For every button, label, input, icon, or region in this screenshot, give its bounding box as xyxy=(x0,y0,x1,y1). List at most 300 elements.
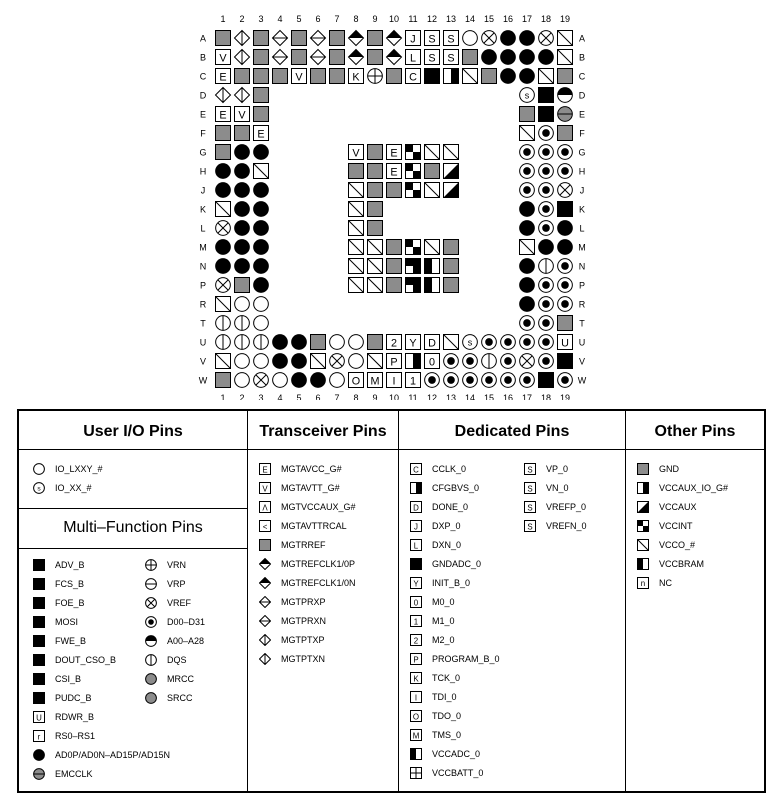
row-label-right: D xyxy=(578,90,586,101)
svg-text:C: C xyxy=(409,71,417,84)
pin-W19 xyxy=(558,373,573,388)
pin-V19 xyxy=(558,354,573,369)
pin-B7 xyxy=(330,50,345,65)
row-label-left: L xyxy=(200,223,206,234)
legend-item-label: MGTPTXN xyxy=(281,654,325,664)
svg-text:Λ: Λ xyxy=(262,503,268,513)
pin-B19 xyxy=(558,50,573,65)
legend-item xyxy=(259,575,356,591)
svg-text:S: S xyxy=(527,465,533,475)
pin-C14 xyxy=(463,69,478,84)
row-label-left: U xyxy=(199,337,207,348)
pin-L3 xyxy=(254,221,269,236)
black-square xyxy=(34,617,45,628)
pin-C12 xyxy=(425,69,440,84)
legend-item-label: MGTREFCLK1/0P xyxy=(281,559,356,569)
pin-F19 xyxy=(558,126,573,141)
pin-P18 xyxy=(539,278,554,293)
letter-box xyxy=(411,730,422,741)
pin-V6 xyxy=(311,354,326,369)
column-label-top: 15 xyxy=(483,14,495,24)
emcclk-circle xyxy=(34,769,45,780)
dedicated-header: Dedicated Pins xyxy=(454,423,570,440)
legend-item-label: VCCBATT_0 xyxy=(432,768,484,778)
legend-item-label: MGTAVTTRCAL xyxy=(281,521,347,531)
pin-M8 xyxy=(349,240,364,255)
svg-text:P: P xyxy=(390,356,398,369)
row-label-right: P xyxy=(578,280,586,291)
pin-B14 xyxy=(463,50,478,65)
legend-item xyxy=(410,556,481,572)
rx-diamond xyxy=(260,597,271,608)
letter-box xyxy=(411,711,422,722)
letter-box xyxy=(411,673,422,684)
row-label-right: R xyxy=(578,299,586,310)
vccbram-square xyxy=(411,749,422,760)
pin-G3 xyxy=(254,145,269,160)
pin-T17 xyxy=(520,316,535,331)
svg-text:I: I xyxy=(414,693,418,703)
pin-K9 xyxy=(368,202,383,217)
pin-M1 xyxy=(216,240,231,255)
pin-V18 xyxy=(539,354,554,369)
pin-P1 xyxy=(216,278,231,293)
legend-item-label: PUDC_B xyxy=(55,693,92,703)
pin-G10 xyxy=(387,145,402,160)
legend-item xyxy=(145,576,186,592)
legend-item xyxy=(410,727,461,743)
legend-item-label: MGTPRXN xyxy=(281,616,326,626)
pin-U8 xyxy=(349,335,364,350)
pin-C19 xyxy=(558,69,573,84)
legend-item-label: MGTPTXP xyxy=(281,635,325,645)
letter-box-icon xyxy=(524,501,536,513)
legend-item-label: VCCO_# xyxy=(659,540,696,550)
legend-item xyxy=(524,499,586,515)
legend-item-label: MGTPRXP xyxy=(281,597,326,607)
legend-item xyxy=(259,518,347,534)
letter-box xyxy=(411,635,422,646)
pin-N11 xyxy=(406,259,421,274)
pin-N9 xyxy=(368,259,383,274)
pin-G18 xyxy=(539,145,554,160)
half-circle-icon xyxy=(145,635,157,647)
pin-W10 xyxy=(387,373,402,388)
pin-U11 xyxy=(406,335,421,350)
pin-E18 xyxy=(539,107,554,122)
vccint-square-icon xyxy=(637,520,649,532)
legend-item-label: RDWR_B xyxy=(55,712,95,722)
letter-box-icon xyxy=(524,463,536,475)
column-label-top: 12 xyxy=(426,14,438,24)
svg-text:S: S xyxy=(447,52,455,65)
black-square xyxy=(34,560,45,571)
pin-B8 xyxy=(349,50,364,65)
legend-item-label: MGTVCCAUX_G# xyxy=(281,502,356,512)
pin-U4 xyxy=(273,335,288,350)
emcclk-circle-icon xyxy=(33,768,45,780)
io-s-circle-icon xyxy=(33,482,45,494)
legend-item xyxy=(33,576,84,592)
letter-box xyxy=(525,464,536,475)
column-label-bottom: 18 xyxy=(540,393,552,400)
legend-item xyxy=(145,652,187,668)
pin-R17 xyxy=(520,297,535,312)
legend-item xyxy=(33,766,93,782)
vref-circle-icon xyxy=(145,597,157,609)
svg-text:E: E xyxy=(262,465,268,475)
pin-H18 xyxy=(539,164,554,179)
legend-item xyxy=(637,556,704,572)
svg-text:S: S xyxy=(527,522,533,532)
pin-G2 xyxy=(235,145,250,160)
pin-B3 xyxy=(254,50,269,65)
column-label-top: 8 xyxy=(353,14,359,24)
pin-W17 xyxy=(520,373,535,388)
legend-item-label: GNDADC_0 xyxy=(432,559,482,569)
tx-diamond-icon xyxy=(259,653,271,665)
gray-circle xyxy=(146,693,157,704)
column-label-top: 16 xyxy=(502,14,514,24)
row-label-left: N xyxy=(199,261,207,272)
row-label-left: J xyxy=(200,185,206,196)
black-square-icon xyxy=(33,578,45,590)
pin-H3 xyxy=(254,164,269,179)
pin-A4 xyxy=(273,31,288,46)
pin-U9 xyxy=(368,335,383,350)
column-label-top: 3 xyxy=(258,14,264,24)
rx-diamond xyxy=(260,616,271,627)
row-label-left: P xyxy=(199,280,207,291)
legend-item-label: CSI_B xyxy=(55,674,82,684)
pin-K18 xyxy=(539,202,554,217)
pin-V13 xyxy=(444,354,459,369)
pin-U7 xyxy=(330,335,345,350)
black-square xyxy=(34,655,45,666)
pin-A12 xyxy=(425,31,440,46)
legend-item xyxy=(259,499,356,515)
legend-item-label: VREFN_0 xyxy=(546,521,587,531)
column-label-bottom: 9 xyxy=(372,393,378,400)
pin-L2 xyxy=(235,221,250,236)
legend-item xyxy=(145,595,191,611)
legend-item xyxy=(524,480,569,496)
pin-F1 xyxy=(216,126,231,141)
legend-item xyxy=(259,632,325,648)
legend-item xyxy=(33,652,116,668)
pin-U12 xyxy=(425,335,440,350)
pin-N2 xyxy=(235,259,250,274)
row-label-left: V xyxy=(199,356,207,367)
pin-U14 xyxy=(463,335,478,350)
legend-item-label: VRN xyxy=(167,560,187,570)
row-label-right: K xyxy=(578,204,586,215)
letter-box-icon xyxy=(410,596,422,608)
column-label-bottom: 15 xyxy=(483,393,495,400)
row-label-left: D xyxy=(199,90,207,101)
legend-item-label: D00–D31 xyxy=(167,617,206,627)
black-square-icon xyxy=(33,559,45,571)
vccbram-square-icon xyxy=(410,748,422,760)
pin-R2 xyxy=(235,297,250,312)
pin-H12 xyxy=(425,164,440,179)
svg-text:V: V xyxy=(295,71,303,84)
pin-B10 xyxy=(387,50,402,65)
pin-C11 xyxy=(406,69,421,84)
row-label-left: B xyxy=(199,52,207,63)
pin-G19 xyxy=(558,145,573,160)
pin-C13 xyxy=(444,69,459,84)
vrn-circle xyxy=(146,560,157,571)
svg-text:n: n xyxy=(640,579,646,589)
legend-item-label: IO_XX_# xyxy=(55,483,92,493)
row-label-right: J xyxy=(579,185,585,196)
svg-text:L: L xyxy=(409,52,417,65)
pin-V8 xyxy=(349,354,364,369)
letter-box-icon xyxy=(33,711,45,723)
legend-item-label: TDO_0 xyxy=(432,711,462,721)
pin-J11 xyxy=(406,183,421,198)
legend-item xyxy=(524,518,587,534)
nc-square-icon xyxy=(637,577,649,589)
pin-P2 xyxy=(235,278,250,293)
letter-box-icon xyxy=(410,539,422,551)
column-label-bottom: 4 xyxy=(277,393,283,400)
pin-W9 xyxy=(368,373,383,388)
black-square-icon xyxy=(33,692,45,704)
letter-box-icon xyxy=(410,615,422,627)
row-label-right: W xyxy=(577,375,587,386)
pin-H9 xyxy=(368,164,383,179)
gnd-square xyxy=(638,464,649,475)
pin-T3 xyxy=(254,316,269,331)
pin-W12 xyxy=(425,373,440,388)
pin-K3 xyxy=(254,202,269,217)
legend-item-label: VCCAUX_IO_G# xyxy=(659,483,729,493)
pin-L8 xyxy=(349,221,364,236)
pin-G12 xyxy=(425,145,440,160)
column-label-bottom: 11 xyxy=(408,393,418,400)
legend-item-label: INIT_B_0 xyxy=(432,578,471,588)
pin-D19 xyxy=(558,88,573,103)
letter-box xyxy=(525,483,536,494)
pin-J2 xyxy=(235,183,250,198)
pin-H17 xyxy=(520,164,535,179)
pin-A1 xyxy=(216,31,231,46)
legend-item xyxy=(637,499,697,515)
transceiver-header: Transceiver Pins xyxy=(259,423,387,440)
vccaux-square-icon xyxy=(637,501,649,513)
pin-A3 xyxy=(254,31,269,46)
black-circle xyxy=(34,750,45,761)
column-label-top: 19 xyxy=(559,14,571,24)
pin-D3 xyxy=(254,88,269,103)
pin-U2 xyxy=(235,335,250,350)
pin-M10 xyxy=(387,240,402,255)
vcaux-io-square-icon xyxy=(410,482,422,494)
pin-H10 xyxy=(387,164,402,179)
pin-U13 xyxy=(444,335,459,350)
letter-box xyxy=(34,712,45,723)
legend-item-label: VCCAUX xyxy=(659,502,697,512)
column-label-top: 4 xyxy=(277,14,283,24)
pin-P10 xyxy=(387,278,402,293)
letter-box-icon xyxy=(259,482,271,494)
letter-box xyxy=(411,692,422,703)
pin-L19 xyxy=(558,221,573,236)
svg-text:r: r xyxy=(37,732,41,742)
multi-function-header: Multi–Function Pins xyxy=(63,519,203,536)
legend-item xyxy=(259,613,326,629)
legend-item-label: DXN_0 xyxy=(432,540,462,550)
pin-J12 xyxy=(425,183,440,198)
svg-text:D: D xyxy=(428,337,436,350)
svg-text:E: E xyxy=(390,166,398,179)
pin-B17 xyxy=(520,50,535,65)
pin-G1 xyxy=(216,145,231,160)
pin-W6 xyxy=(311,373,326,388)
legend-item xyxy=(410,708,461,724)
legend-item xyxy=(410,651,500,667)
svg-text:K: K xyxy=(413,674,419,684)
legend-item xyxy=(259,461,342,477)
black-square-icon xyxy=(33,673,45,685)
pin-N13 xyxy=(444,259,459,274)
column-label-top: 2 xyxy=(239,14,245,24)
pin-D2 xyxy=(235,88,250,103)
pin-A9 xyxy=(368,31,383,46)
column-label-bottom: 2 xyxy=(239,393,245,400)
svg-text:2: 2 xyxy=(413,636,419,646)
legend-item-label: FCS_B xyxy=(55,579,85,589)
legend-item xyxy=(410,746,480,762)
legend-item-label: TMS_0 xyxy=(432,730,462,740)
gray-circle-icon xyxy=(145,692,157,704)
legend-item-label: DXP_0 xyxy=(432,521,461,531)
legend-item-label: DQS xyxy=(167,655,187,665)
pin-U5 xyxy=(292,335,307,350)
pin-C1 xyxy=(216,69,231,84)
pin-C3 xyxy=(254,69,269,84)
legend-item-label: A00–A28 xyxy=(167,636,205,646)
row-label-left: F xyxy=(200,128,206,139)
column-label-top: 9 xyxy=(372,14,378,24)
refclk-diamond xyxy=(260,559,271,570)
svg-text:P: P xyxy=(413,655,419,665)
pin-D1 xyxy=(216,88,231,103)
pin-R1 xyxy=(216,297,231,312)
letter-box-icon xyxy=(524,482,536,494)
column-label-top: 14 xyxy=(464,14,476,24)
pin-T2 xyxy=(235,316,250,331)
black-square xyxy=(411,559,422,570)
column-label-bottom: 19 xyxy=(559,393,571,400)
gnd-square xyxy=(260,540,271,551)
svg-text:I: I xyxy=(392,375,396,388)
pin-P8 xyxy=(349,278,364,293)
gnd-square-icon xyxy=(259,539,271,551)
pin-H1 xyxy=(216,164,231,179)
pin-R19 xyxy=(558,297,573,312)
pin-V11 xyxy=(406,354,421,369)
svg-text:s: s xyxy=(467,337,473,348)
pin-C2 xyxy=(235,69,250,84)
pin-V4 xyxy=(273,354,288,369)
pin-P13 xyxy=(444,278,459,293)
column-label-top: 13 xyxy=(445,14,457,24)
legend-item-label: MGTAVCC_G# xyxy=(281,464,342,474)
pin-V9 xyxy=(368,354,383,369)
row-label-left: R xyxy=(199,299,207,310)
legend-item xyxy=(410,499,468,515)
black-square-icon xyxy=(410,558,422,570)
vccint-square xyxy=(638,521,649,532)
pin-N1 xyxy=(216,259,231,274)
legend-item xyxy=(410,480,479,496)
svg-text:V: V xyxy=(219,52,227,65)
letter-box-icon xyxy=(410,710,422,722)
vrn-circle-icon xyxy=(145,559,157,571)
legend-item xyxy=(33,747,170,763)
black-square xyxy=(34,636,45,647)
svg-text:0: 0 xyxy=(428,356,436,369)
legend-item-label: MGTAVTT_G# xyxy=(281,483,340,493)
legend-item-label: VREFP_0 xyxy=(546,502,587,512)
pin-J9 xyxy=(368,183,383,198)
pin-V5 xyxy=(292,354,307,369)
column-label-bottom: 13 xyxy=(445,393,457,400)
pin-F18 xyxy=(539,126,554,141)
legend-item xyxy=(637,575,672,591)
pin-B12 xyxy=(425,50,440,65)
pin-J8 xyxy=(349,183,364,198)
pin-B6 xyxy=(311,50,326,65)
svg-text:1: 1 xyxy=(413,617,419,627)
pin-U15 xyxy=(482,335,497,350)
pin-C4 xyxy=(273,69,288,84)
pin-M18 xyxy=(539,240,554,255)
pin-V12 xyxy=(425,354,440,369)
io-s-circle xyxy=(34,483,45,494)
row-label-right: B xyxy=(578,52,586,63)
pin-N10 xyxy=(387,259,402,274)
half-circle xyxy=(146,636,157,647)
pin-W4 xyxy=(273,373,288,388)
pin-N18 xyxy=(539,259,554,274)
legend-table xyxy=(17,409,766,793)
pin-A19 xyxy=(558,31,573,46)
svg-text:2: 2 xyxy=(390,337,398,350)
row-label-left: E xyxy=(199,109,207,120)
pin-T19 xyxy=(558,316,573,331)
legend-item-label: M2_0 xyxy=(432,635,455,645)
other-header: Other Pins xyxy=(654,423,736,440)
dqs-circle-icon xyxy=(145,654,157,666)
pin-W8 xyxy=(349,373,364,388)
pin-U1 xyxy=(216,335,231,350)
svg-text:E: E xyxy=(257,128,265,141)
legend-item xyxy=(637,537,695,553)
io-circle-icon xyxy=(33,463,45,475)
pin-V1 xyxy=(216,354,231,369)
pin-N19 xyxy=(558,259,573,274)
letter-box xyxy=(260,502,271,513)
legend-item-label: GND xyxy=(659,464,679,474)
vcaux-io-square xyxy=(411,483,422,494)
pin-B1 xyxy=(216,50,231,65)
pin-L1 xyxy=(216,221,231,236)
pin-M11 xyxy=(406,240,421,255)
